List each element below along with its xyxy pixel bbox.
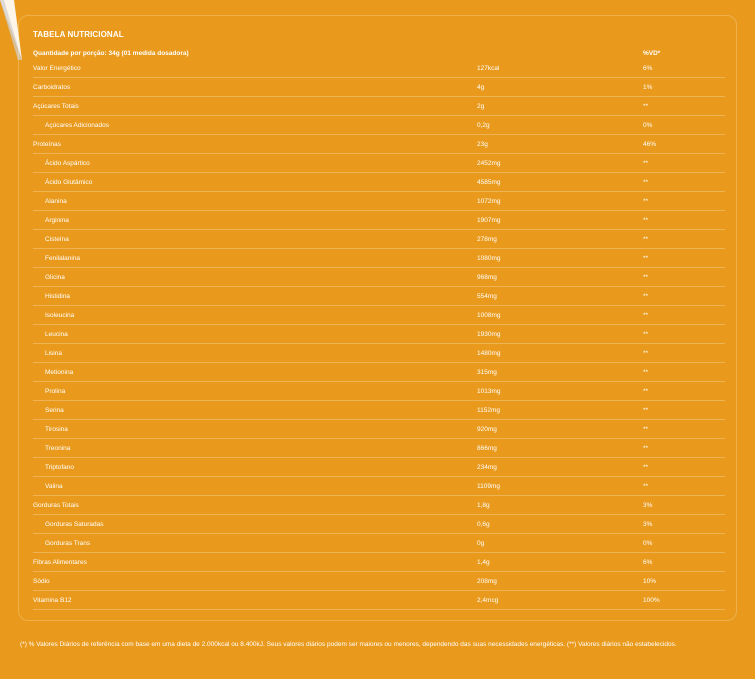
nutrient-vd: 10%: [643, 578, 657, 585]
nutrient-amount: 2g: [477, 103, 485, 110]
table-row: [33, 154, 725, 173]
table-row: [33, 458, 725, 477]
nutrient-vd: 100%: [643, 597, 660, 604]
nutrient-amount: 234mg: [477, 464, 497, 471]
nutrient-name: Serina: [45, 407, 64, 414]
table-row: [33, 534, 725, 553]
nutrient-vd: 6%: [643, 65, 653, 72]
nutrient-amount: 0,6g: [477, 521, 490, 528]
nutrient-amount: 866mg: [477, 445, 497, 452]
nutrient-amount: 127kcal: [477, 65, 500, 72]
table-row: [33, 382, 725, 401]
nutrient-name: Gorduras Saturadas: [45, 521, 104, 528]
nutrient-amount: 920mg: [477, 426, 497, 433]
nutrient-vd: **: [643, 293, 649, 300]
nutrient-vd: **: [643, 464, 649, 471]
nutrient-name: Metionina: [45, 369, 74, 376]
nutrient-name: Tirosina: [45, 426, 68, 433]
nutrient-amount: 1152mg: [477, 407, 501, 414]
nutrient-vd: **: [643, 407, 649, 414]
nutrient-amount: 1,8g: [477, 502, 490, 509]
nutrient-vd: 0%: [643, 122, 653, 129]
nutrient-name: Glicina: [45, 274, 65, 281]
nutrient-name: Valor Energético: [33, 65, 81, 72]
nutrient-name: Treonina: [45, 445, 71, 452]
table-row: [33, 97, 725, 116]
nutrient-vd: **: [643, 274, 649, 281]
nutrient-vd: **: [643, 236, 649, 243]
nutrient-amount: 2,4mcg: [477, 597, 499, 604]
nutrient-amount: 1008mg: [477, 312, 501, 319]
portion-header: [33, 50, 725, 57]
nutrient-amount: 554mg: [477, 293, 497, 300]
nutrient-name: Lisina: [45, 350, 62, 357]
nutrient-name: Isoleucina: [45, 312, 75, 319]
table-row: [33, 192, 725, 211]
nutrition-rows: [33, 59, 725, 610]
table-row: [33, 325, 725, 344]
table-row: [33, 496, 725, 515]
nutrient-vd: 0%: [643, 540, 653, 547]
table-row: [33, 420, 725, 439]
table-row: [33, 515, 725, 534]
nutrient-vd: **: [643, 103, 649, 110]
nutrient-amount: 1072mg: [477, 198, 501, 205]
nutrient-name: Gorduras Trans: [45, 540, 91, 547]
nutrient-amount: 968mg: [477, 274, 497, 281]
table-row: [33, 59, 725, 78]
nutrient-vd: **: [643, 179, 649, 186]
table-row: [33, 268, 725, 287]
nutrient-name: Cisteína: [45, 236, 69, 243]
nutrient-amount: 4585mg: [477, 179, 501, 186]
nutrient-name: Alanina: [45, 198, 67, 205]
nutrient-name: Proteínas: [33, 141, 61, 148]
nutrient-name: Açúcares Adicionados: [45, 122, 109, 129]
nutrient-name: Açúcares Totais: [33, 103, 79, 110]
table-row: [33, 173, 725, 192]
table-row: [33, 116, 725, 135]
nutrient-vd: **: [643, 312, 649, 319]
nutrient-vd: **: [643, 160, 649, 167]
table-row: [33, 572, 725, 591]
nutrient-amount: 2452mg: [477, 160, 501, 167]
nutrient-amount: 1480mg: [477, 350, 501, 357]
nutrient-vd: 3%: [643, 502, 653, 509]
nutrient-name: Valina: [45, 483, 63, 490]
nutrient-amount: 0g: [477, 540, 485, 547]
table-row: [33, 363, 725, 382]
nutrient-vd: **: [643, 426, 649, 433]
table-row: [33, 401, 725, 420]
nutrient-amount: 1,4g: [477, 559, 490, 566]
nutrient-vd: **: [643, 350, 649, 357]
table-row: [33, 306, 725, 325]
table-row: [33, 344, 725, 363]
nutrient-name: Ácido Glutâmico: [45, 179, 93, 186]
nutrient-vd: **: [643, 388, 649, 395]
nutrient-amount: 1930mg: [477, 331, 501, 338]
nutrient-vd: 1%: [643, 84, 653, 91]
table-row: [33, 230, 725, 249]
nutrient-name: Vitamina B12: [33, 597, 72, 604]
nutrient-name: Gorduras Totais: [33, 502, 79, 509]
nutrient-vd: 46%: [643, 141, 657, 148]
nutrient-amount: 4g: [477, 84, 485, 91]
nutrient-amount: 315mg: [477, 369, 497, 376]
nutrient-vd: **: [643, 331, 649, 338]
nutrient-name: Fenilalanina: [45, 255, 81, 262]
nutrient-amount: 1109mg: [477, 483, 501, 490]
table-row: [33, 477, 725, 496]
nutrient-vd: **: [643, 255, 649, 262]
nutrient-vd: **: [643, 198, 649, 205]
nutrient-name: Prolina: [45, 388, 66, 395]
nutrient-vd: **: [643, 445, 649, 452]
nutrient-name: Ácido Aspártico: [45, 160, 90, 167]
table-row: [33, 135, 725, 154]
table-row: [33, 591, 725, 610]
nutrient-name: Histidina: [45, 293, 70, 300]
nutrient-amount: 1080mg: [477, 255, 501, 262]
table-row: [33, 249, 725, 268]
table-row: [33, 287, 725, 306]
nutrient-vd: **: [643, 369, 649, 376]
nutrient-vd: **: [643, 217, 649, 224]
nutrient-name: Carboidratos: [33, 84, 71, 91]
nutrient-vd: 3%: [643, 521, 653, 528]
nutrient-vd: 6%: [643, 559, 653, 566]
table-title: TABELA NUTRICIONAL: [33, 30, 124, 39]
nutrient-vd: **: [643, 483, 649, 490]
vd-header: %VD*: [643, 50, 661, 57]
nutrient-amount: 23g: [477, 141, 488, 148]
nutrient-name: Sódio: [33, 578, 50, 585]
nutrient-amount: 1907mg: [477, 217, 501, 224]
table-row: [33, 439, 725, 458]
nutrient-amount: 208mg: [477, 578, 497, 585]
nutrient-amount: 278mg: [477, 236, 497, 243]
nutrient-amount: 1013mg: [477, 388, 501, 395]
nutrient-name: Triptofano: [45, 464, 75, 471]
table-row: [33, 553, 725, 572]
nutrient-name: Arginina: [45, 217, 69, 224]
table-row: [33, 78, 725, 97]
table-row: [33, 211, 725, 230]
nutrient-amount: 0,2g: [477, 122, 490, 129]
portion-label: Quantidade por porção: 34g (01 medida dosadora): [33, 50, 189, 57]
nutrient-name: Fibras Alimentares: [33, 559, 87, 566]
nutrient-name: Leucina: [45, 331, 68, 338]
footnote: (*) % Valores Diários de referência com base em uma dieta de 2.000kcal ou 8.400kJ. Seus valores diários podem ser maiores ou menores, dependendo das suas necessidades energéticas. (**) Valores diários não estabelecidos.: [20, 641, 677, 648]
